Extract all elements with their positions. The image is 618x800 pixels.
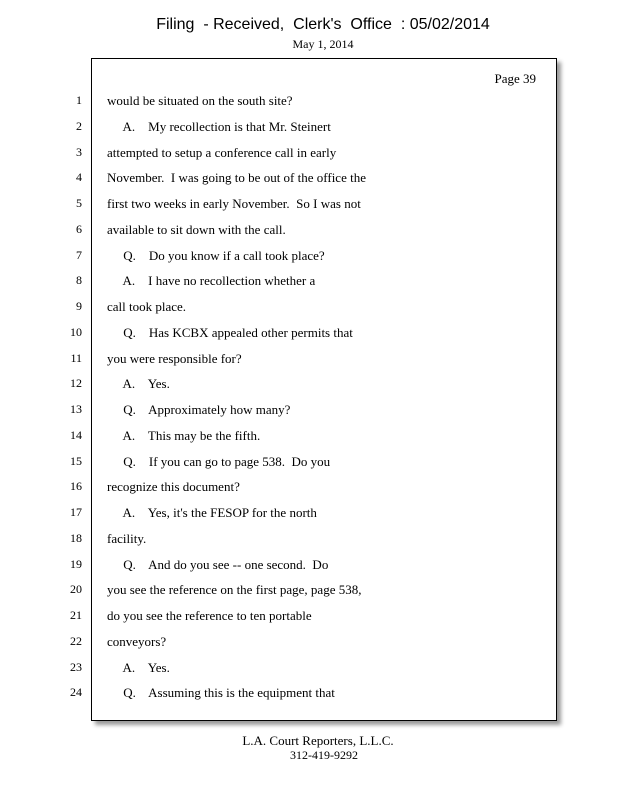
line-number: 20	[70, 582, 82, 597]
line-number: 6	[76, 221, 82, 236]
transcript-line	[0, 93, 618, 113]
transcript-line	[0, 145, 618, 165]
line-number: 21	[70, 608, 82, 622]
line-text: Q. Has KCBX appealed other permits that	[107, 324, 353, 340]
line-number: 7	[76, 247, 82, 262]
transcript-line	[0, 222, 618, 242]
line-text: A. Yes.	[107, 659, 170, 675]
line-text: Q. And do you see -- one second. Do	[107, 556, 329, 572]
line-number: 10	[70, 324, 82, 339]
line-number: 16	[70, 479, 82, 494]
line-number: 18	[70, 530, 82, 545]
court-reporter-name: L.A. Court Reporters, L.L.C.	[242, 733, 394, 748]
transcript-line	[0, 351, 618, 371]
line-number: 14	[70, 427, 82, 442]
line-text: Q. Do you know if a call took place?	[107, 247, 325, 263]
transcript-line	[0, 582, 618, 602]
transcript-line	[0, 170, 618, 190]
line-text: A. Yes, it's the FESOP for the north	[107, 505, 317, 520]
transcript-line	[0, 505, 618, 525]
line-number: 13	[70, 402, 82, 416]
line-text: Q. If you can go to page 538. Do you	[107, 453, 331, 469]
line-number: 19	[70, 556, 82, 571]
transcript-line	[0, 454, 618, 474]
line-number: 12	[70, 376, 82, 391]
line-number: 17	[70, 505, 82, 519]
transcript-line	[0, 660, 618, 680]
line-number: 4	[76, 170, 82, 185]
line-text: call took place.	[107, 299, 187, 314]
line-number: 15	[70, 453, 82, 468]
line-text: you see the reference on the first page, page 538,	[107, 582, 362, 598]
line-text: Q. Assuming this is the equipment that	[107, 685, 335, 701]
transcript-line	[0, 479, 618, 499]
line-number: 9	[76, 299, 82, 313]
line-text: do you see the reference to ten portable	[107, 608, 312, 623]
line-text: A. My recollection is that Mr. Steinert	[107, 118, 331, 134]
line-text: A. This may be the fifth.	[107, 427, 261, 443]
filing-stamp: Filing - Received, Clerk's Office : 05/02/2014	[156, 16, 490, 33]
line-text: Q. Approximately how many?	[107, 402, 291, 417]
transcript-line	[0, 273, 618, 293]
transcript-line	[0, 119, 618, 139]
line-text: A. Yes.	[107, 376, 170, 392]
line-number: 8	[76, 273, 82, 288]
line-text: available to sit down with the call.	[107, 221, 286, 237]
line-text: November. I was going to be out of the office the	[107, 170, 366, 186]
line-text: would be situated on the south site?	[107, 93, 293, 108]
transcript-line	[0, 557, 618, 577]
transcript-line	[0, 685, 618, 705]
transcript-line	[0, 376, 618, 396]
line-number: 22	[70, 633, 82, 648]
transcript-line	[0, 248, 618, 268]
transcript-line	[0, 402, 618, 422]
transcript-line	[0, 299, 618, 319]
court-reporter-phone: 312-419-9292	[290, 748, 358, 762]
line-number: 2	[76, 118, 82, 133]
line-number: 23	[70, 659, 82, 674]
deposition-date: May 1, 2014	[292, 37, 354, 51]
line-number: 1	[76, 93, 82, 107]
line-text: recognize this document?	[107, 479, 240, 495]
line-number: 24	[70, 685, 82, 700]
transcript-line	[0, 325, 618, 345]
transcript-line	[0, 608, 618, 628]
line-text: conveyors?	[107, 633, 167, 649]
line-text: facility.	[107, 530, 147, 546]
line-text: you were responsible for?	[107, 350, 242, 366]
line-number: 5	[76, 196, 82, 210]
transcript-line	[0, 634, 618, 654]
line-text: attempted to setup a conference call in early	[107, 144, 337, 160]
transcript-line	[0, 531, 618, 551]
page-number: Page 39	[494, 71, 536, 86]
transcript-line	[0, 428, 618, 448]
line-number: 3	[76, 144, 82, 159]
line-number: 11	[70, 350, 82, 365]
transcript-line	[0, 196, 618, 216]
line-text: first two weeks in early November. So I was not	[107, 196, 361, 211]
line-text: A. I have no recollection whether a	[107, 273, 316, 289]
